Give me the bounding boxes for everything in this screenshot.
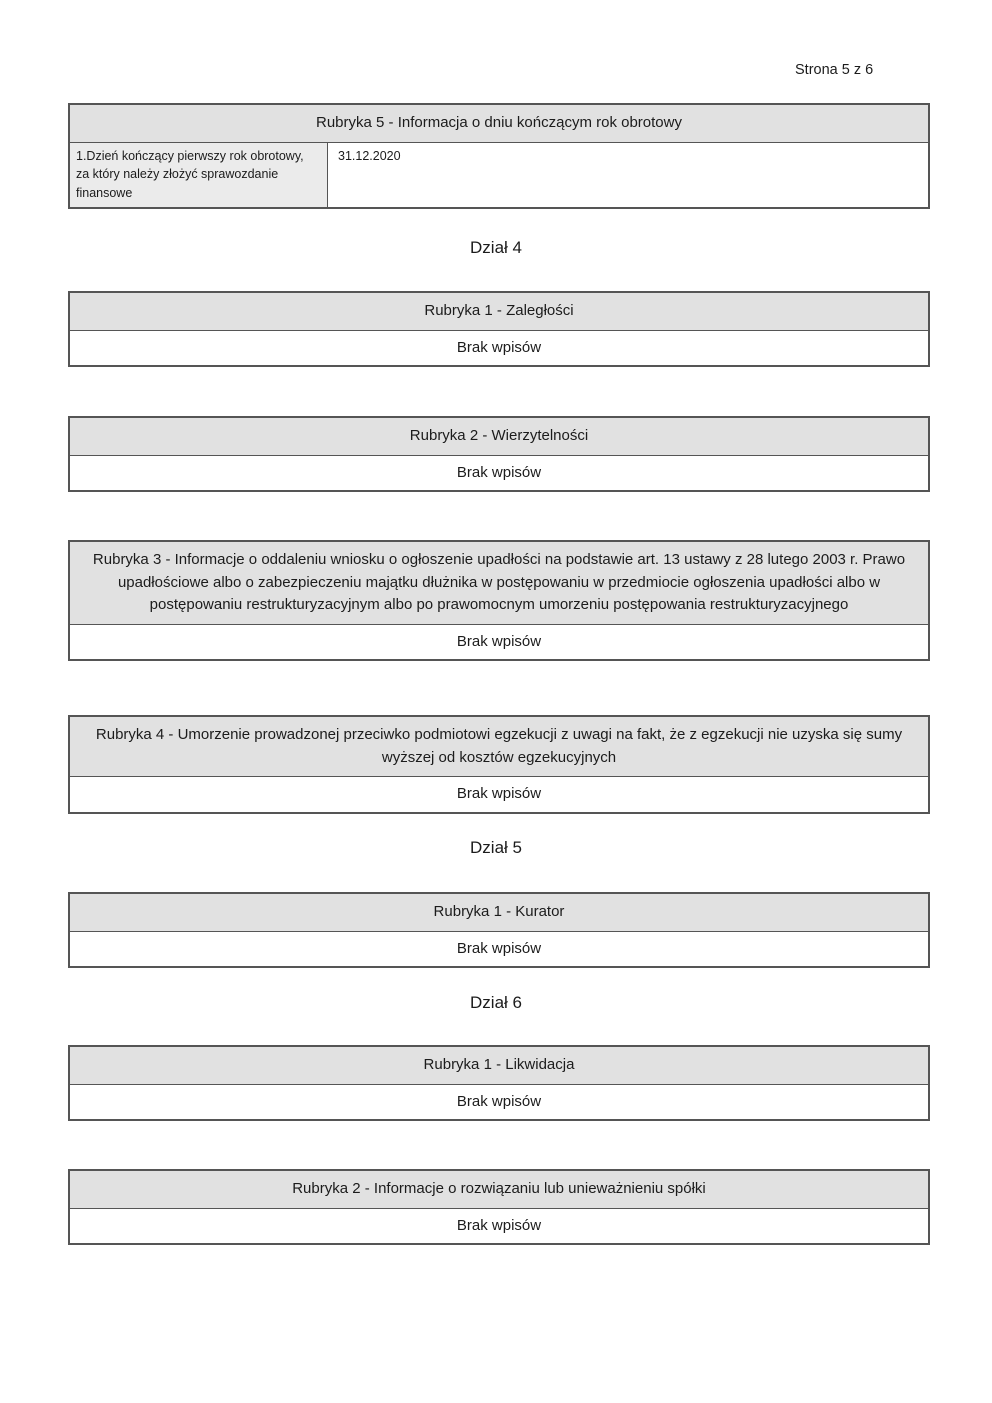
rubryka5-field-row	[70, 143, 928, 207]
table-dzial6-rubryka2	[68, 1169, 930, 1245]
rubryka5-field-label: 1.Dzień kończący pierwszy rok obrotowy, za który należy złożyć sprawozdanie finansowe	[70, 143, 328, 207]
rubryka-title: Rubryka 1 - Kurator	[70, 894, 928, 932]
rubryka-title: Rubryka 2 - Informacje o rozwiązaniu lub unieważnieniu spółki	[70, 1171, 928, 1209]
table-dzial4-rubryka3	[68, 540, 930, 661]
rubryka5-title: Rubryka 5 - Informacja o dniu kończącym rok obrotowy	[70, 105, 928, 143]
rubryka-empty-row: Brak wpisów	[456, 338, 542, 356]
table-dzial5-rubryka1	[68, 892, 930, 968]
dzial5-heading: Dział 5	[470, 838, 522, 857]
rubryka-title: Rubryka 2 - Wierzytelności	[70, 418, 928, 456]
page-number-label: Strona 5 z 6	[795, 62, 874, 78]
rubryka5-field-value: 31.12.2020	[338, 148, 401, 163]
dzial4-heading: Dział 4	[470, 238, 522, 257]
table-dzial4-rubryka1	[68, 291, 930, 367]
rubryka-empty-row: Brak wpisów	[456, 1092, 542, 1110]
rubryka-empty-row: Brak wpisów	[456, 785, 542, 802]
rubryka-empty-row: Brak wpisów	[456, 463, 542, 481]
rubryka-empty-row: Brak wpisów	[456, 939, 542, 957]
rubryka-empty-row: Brak wpisów	[456, 632, 542, 650]
rubryka-title: Rubryka 1 - Zaległości	[70, 293, 928, 331]
table-rubryka5	[68, 103, 930, 209]
table-dzial4-rubryka4	[68, 715, 930, 814]
rubryka-title: Rubryka 4 - Umorzenie prowadzonej przeciwko podmiotowi egzekucji z uwagi na fakt, że z egzekucji nie uzyska się sumy wyższej od kosztów egzekucyjnych	[70, 717, 928, 777]
rubryka-title: Rubryka 1 - Likwidacja	[70, 1047, 928, 1085]
rubryka-title: Rubryka 3 - Informacje o oddaleniu wniosku o ogłoszenie upadłości na podstawie art. 13 ustawy z 28 lutego 2003 r. Prawo upadłościowe albo o zabezpieczeniu majątku dłużnika w postępowaniu w przedmiocie ogłoszenia upadłości albo w postępowaniu restrukturyzacyjnym albo po prawomocnym umorzeniu postępowania restrukturyzacyjnego	[70, 542, 928, 625]
dzial6-heading: Dział 6	[470, 993, 522, 1012]
table-dzial4-rubryka2	[68, 416, 930, 492]
rubryka-empty-row: Brak wpisów	[456, 1216, 542, 1234]
table-dzial6-rubryka1	[68, 1045, 930, 1121]
